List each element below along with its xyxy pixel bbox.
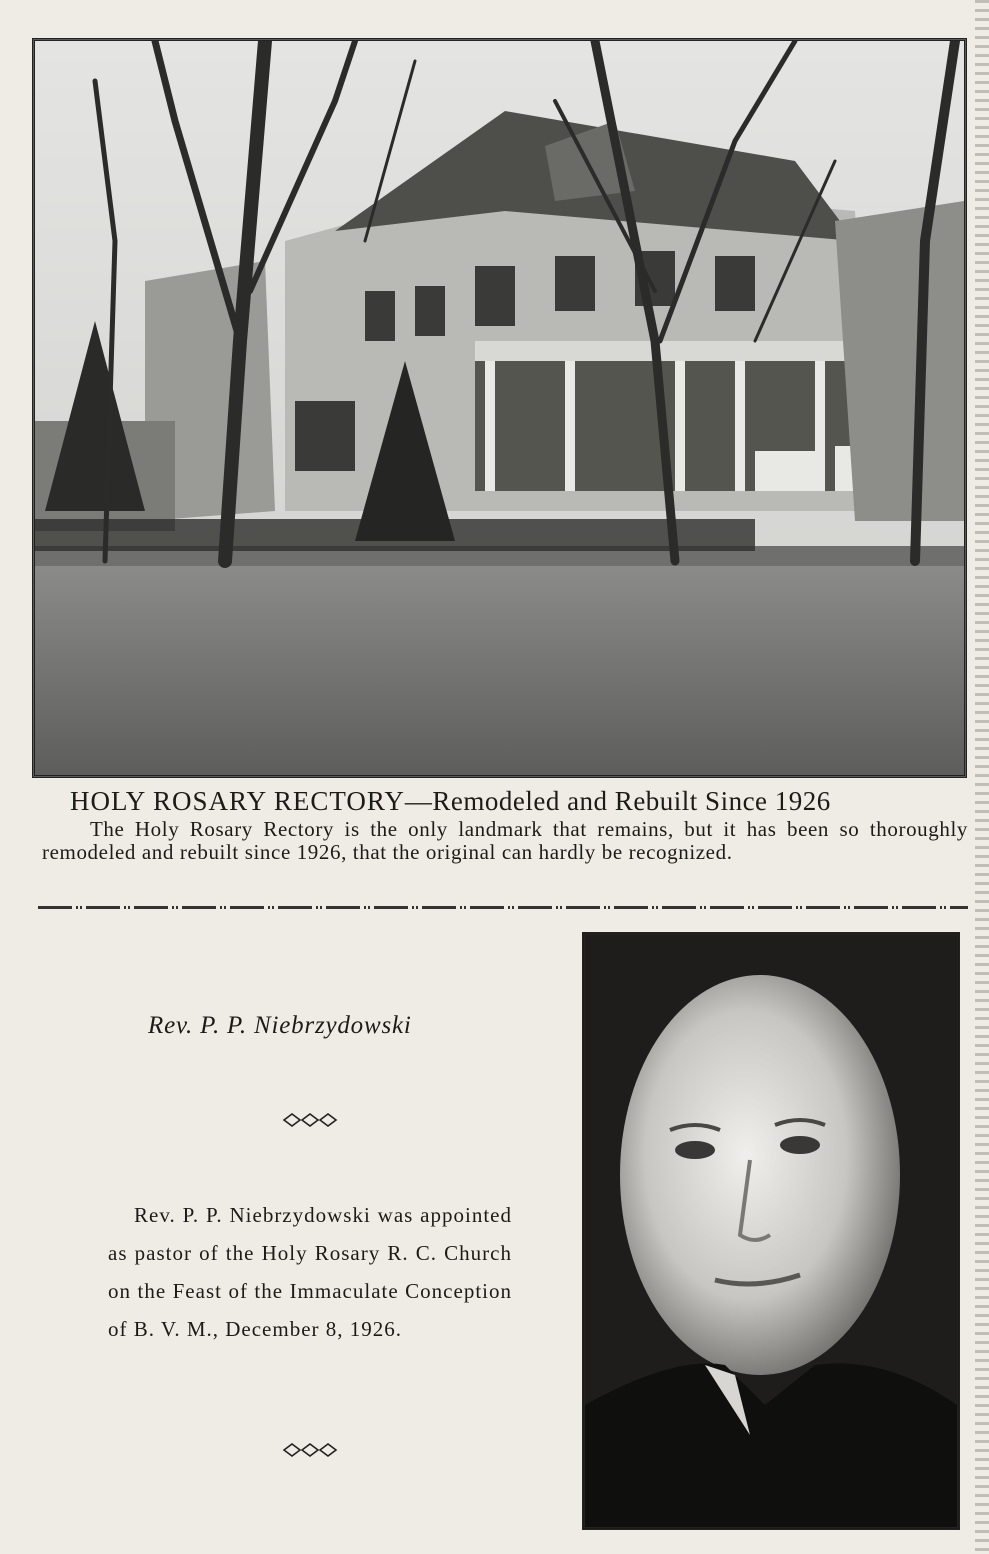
section-divider — [38, 906, 968, 909]
perforated-edge — [975, 0, 989, 1554]
caption-title-rest: —Remodeled and Rebuilt Since 1926 — [404, 786, 831, 816]
photo-caption-title — [70, 786, 950, 817]
rectory-photo — [32, 38, 967, 778]
portrait-image — [585, 935, 957, 1527]
pastor-biography: Rev. P. P. Niebrzydowski was appointed as pastor of the Holy Rosary R. C. Church on the Feast of the Immaculate Conception of B. V. M., December 8, 1926. — [108, 1203, 512, 1341]
rectory-photo-image — [35, 41, 964, 775]
pastor-portrait-photo — [582, 932, 960, 1530]
ornament-icon — [280, 1110, 340, 1130]
photo-caption-text: The Holy Rosary Rectory is the only landmark that remains, but it has been so thoroughly remodeled and rebuilt since 1926, that the original can hardly be recognized. — [42, 817, 968, 864]
caption-title-caps: HOLY ROSARY RECTORY — [70, 786, 405, 816]
pastor-name-heading: Rev. P. P. Niebrzydowski — [148, 1012, 412, 1039]
ornament-icon — [280, 1440, 340, 1460]
